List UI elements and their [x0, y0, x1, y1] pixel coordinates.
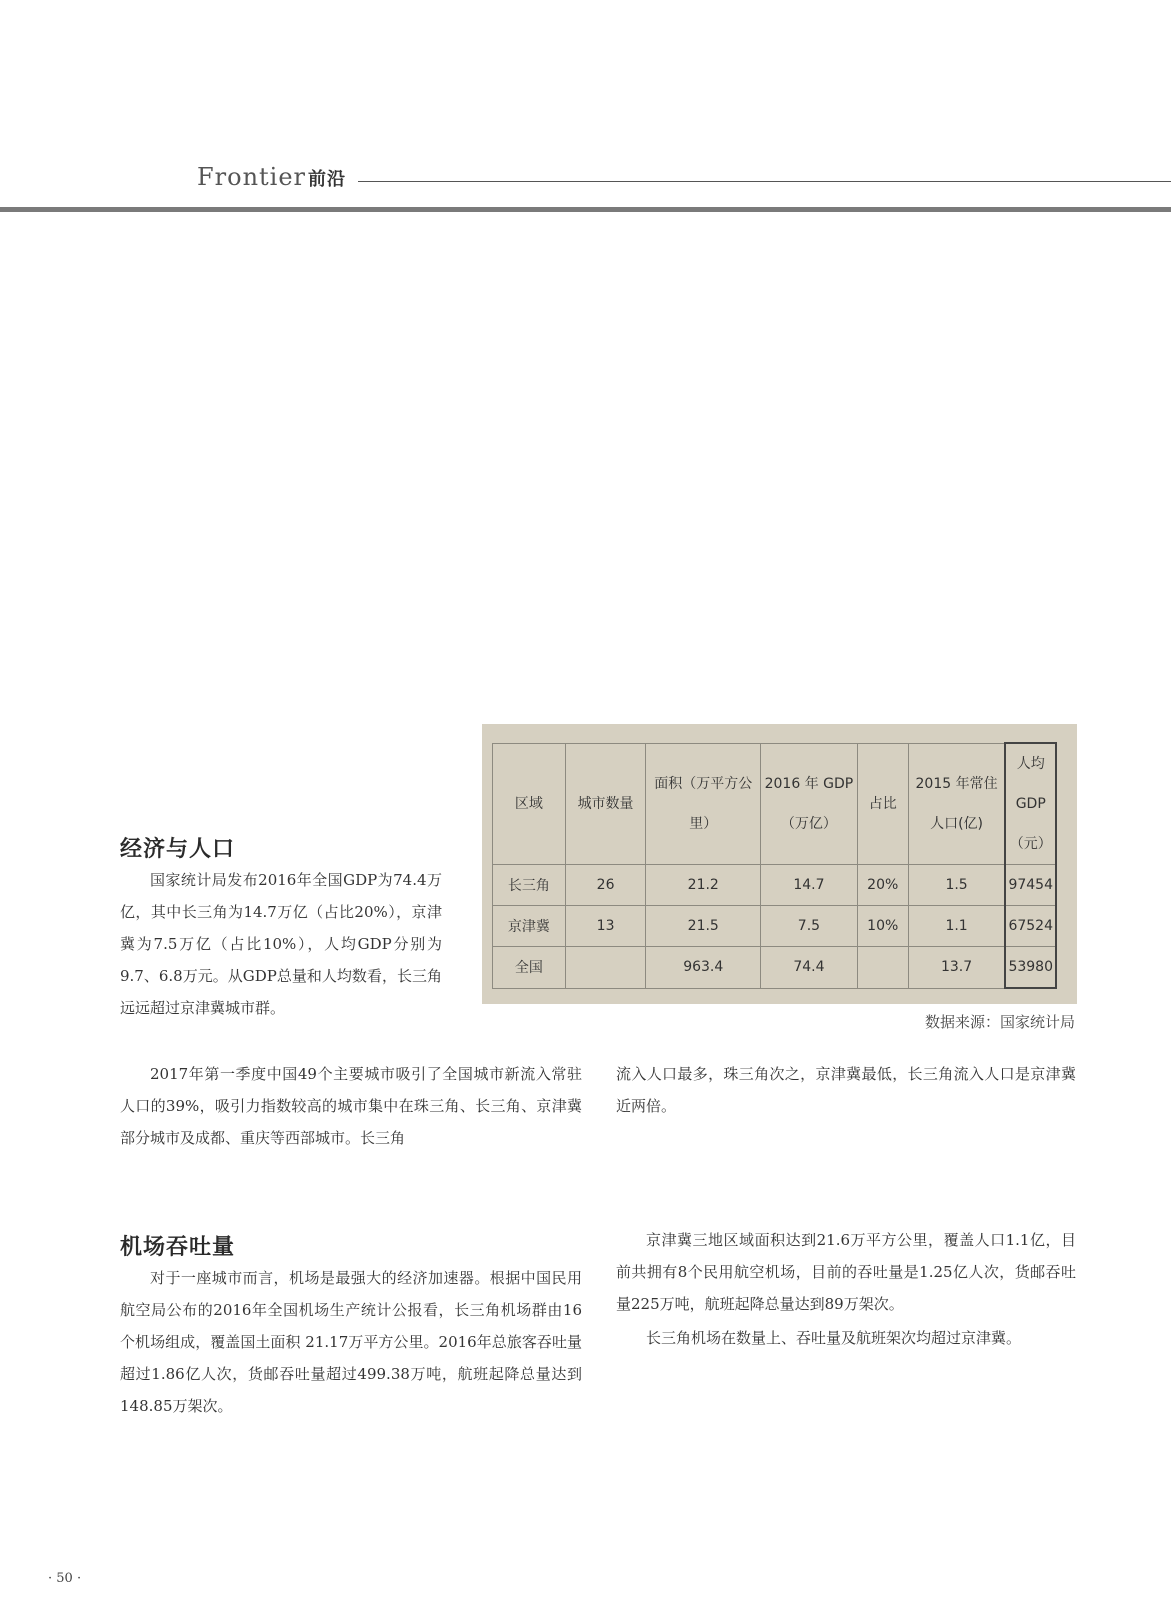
table-row: [493, 865, 1057, 906]
table-cell: 14.7: [761, 865, 858, 906]
stats-table-panel: [482, 724, 1077, 1004]
table-cell: [565, 947, 646, 989]
table-header-cell: 2015 年常住人口(亿): [908, 743, 1005, 865]
header-title-cn: 前沿: [308, 169, 347, 190]
table-header-cell: 人均 GDP（元）: [1005, 743, 1056, 865]
table-cell: 10%: [857, 906, 908, 947]
header-rule: [358, 181, 1171, 182]
economy-paragraph-2: 2017年第一季度中国49个主要城市吸引了全国城市新流入常驻人口的39%，吸引力指数较高的城市集中在珠三角、长三角、京津冀部分城市及成都、重庆等西部城市。长三角: [120, 1065, 582, 1147]
section-heading-economy: 经济与人口: [120, 837, 236, 862]
table-cell: 13.7: [908, 947, 1005, 989]
table-cell: 全国: [493, 947, 566, 989]
page-number: · 50 ·: [48, 1571, 82, 1586]
header-title: [197, 163, 346, 191]
table-cell: 1.1: [908, 906, 1005, 947]
table-header-row: [493, 743, 1057, 865]
table-source-note: 数据来源：国家统计局: [924, 1013, 1075, 1031]
table-header-cell: 面积（万平方公里）: [646, 743, 761, 865]
table-cell: 1.5: [908, 865, 1005, 906]
table-cell: 963.4: [646, 947, 761, 989]
table-cell: 26: [565, 865, 646, 906]
table-cell: 京津冀: [493, 906, 566, 947]
table-cell: 长三角: [493, 865, 566, 906]
table-cell: 21.5: [646, 906, 761, 947]
table-cell: 7.5: [761, 906, 858, 947]
table-cell: 67524: [1005, 906, 1056, 947]
table-row: [493, 906, 1057, 947]
airport-paragraph-3: 长三角机场在数量上、吞吐量及航班架次均超过京津冀。: [646, 1329, 1022, 1347]
table-cell: 74.4: [761, 947, 858, 989]
table-cell: 13: [565, 906, 646, 947]
table-cell: [857, 947, 908, 989]
table-cell: 53980: [1005, 947, 1056, 989]
stats-table: [492, 742, 1057, 989]
header-bar: [0, 207, 1171, 212]
economy-paragraph-1: 国家统计局发布2016年全国GDP为74.4万亿，其中长三角为14.7万亿（占比20%），京津冀为7.5万亿（占比10%），人均GDP分别为9.7、6.8万元。从GDP总量和人均数看，长三角远远超过京津冀城市群。: [120, 871, 442, 1017]
table-header-cell: 2016 年 GDP（万亿）: [761, 743, 858, 865]
section-heading-airport: 机场吞吐量: [120, 1235, 236, 1260]
table-row: [493, 947, 1057, 989]
table-cell: 21.2: [646, 865, 761, 906]
table-cell: 20%: [857, 865, 908, 906]
airport-paragraph-2: 京津冀三地区域面积达到21.6万平方公里，覆盖人口1.1亿，目前共拥有8个民用航空机场，目前的吞吐量是1.25亿人次，货邮吞吐量225万吨，航班起降总量达到89万架次。: [616, 1231, 1076, 1313]
header-title-en: Frontier: [197, 163, 307, 191]
table-cell: 97454: [1005, 865, 1056, 906]
table-header-cell: 区域: [493, 743, 566, 865]
table-header-cell: 城市数量: [565, 743, 646, 865]
airport-paragraph-1: 对于一座城市而言，机场是最强大的经济加速器。根据中国民用航空局公布的2016年全国机场生产统计公报看，长三角机场群由16个机场组成，覆盖国土面积 21.17万平方公里。2016年总旅客吞吐量超过1.86亿人次，货邮吞吐量超过499.38万吨，航班起降总量达到148.85万架次。: [120, 1269, 582, 1415]
table-header-cell: 占比: [857, 743, 908, 865]
economy-paragraph-3: 流入人口最多，珠三角次之，京津冀最低，长三角流入人口是京津冀近两倍。: [616, 1065, 1076, 1115]
